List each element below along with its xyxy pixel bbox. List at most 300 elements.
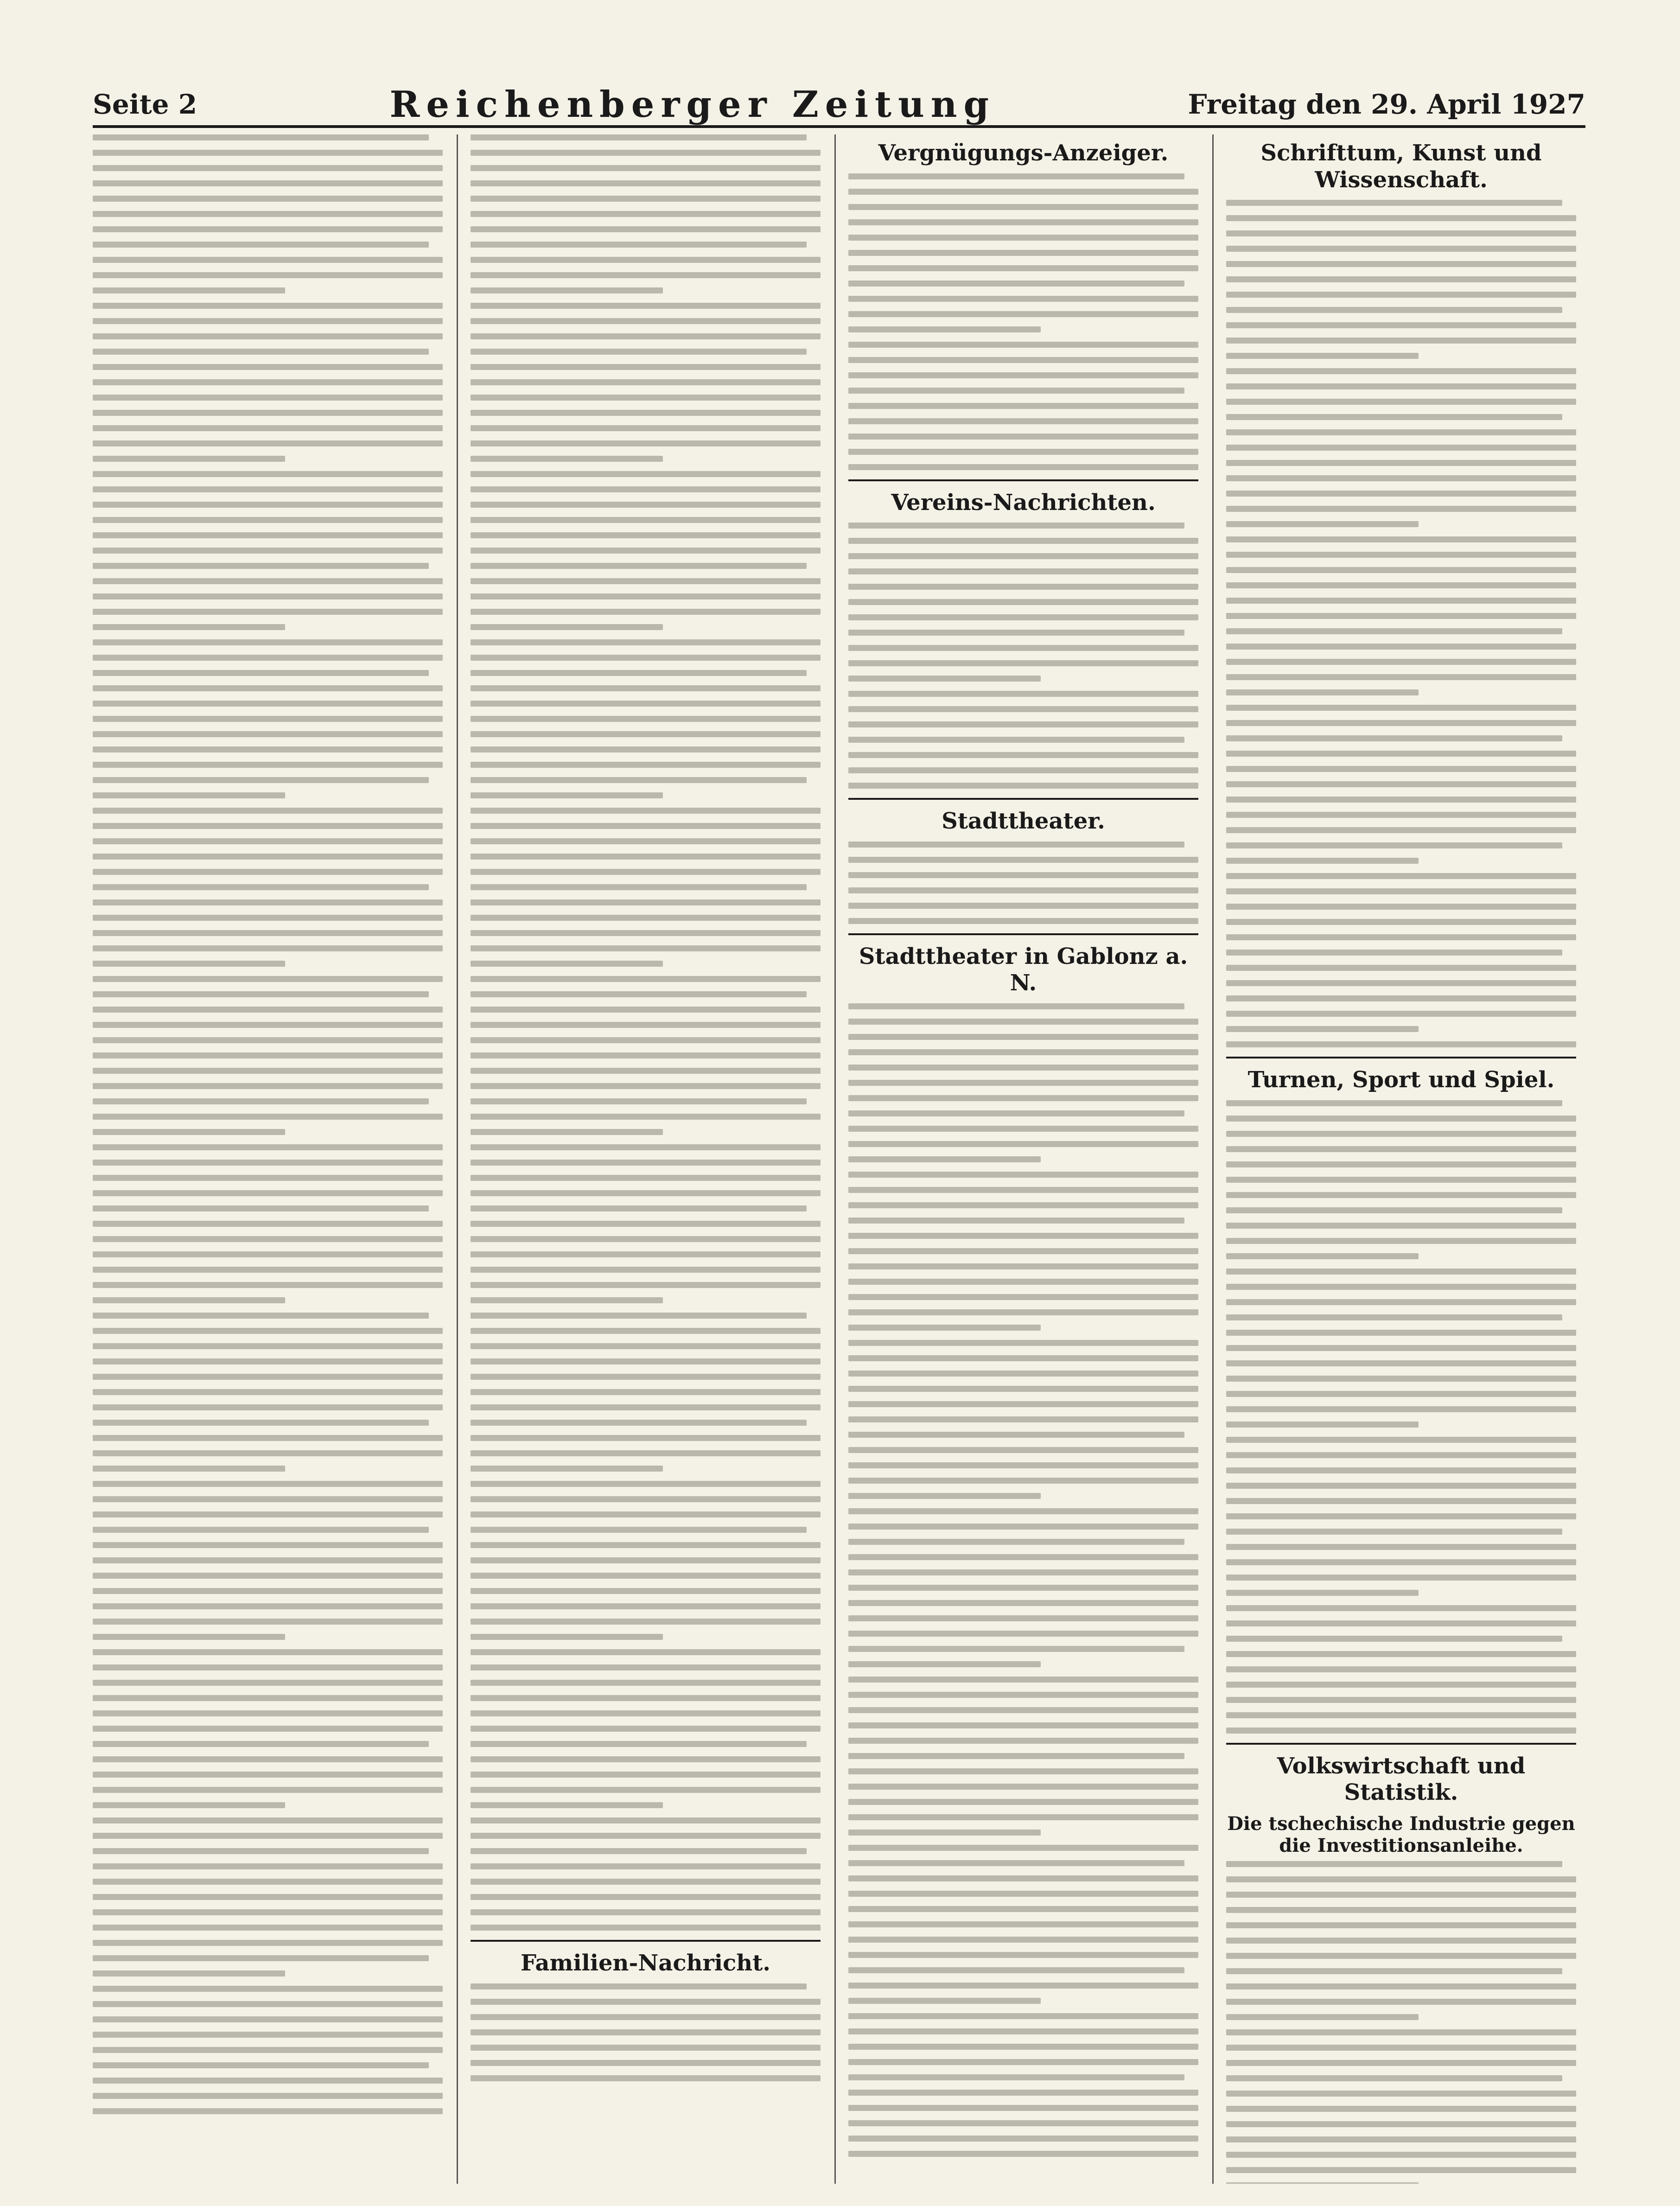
divider: [848, 933, 1198, 935]
text-line: [93, 1710, 443, 1716]
text-line: [93, 395, 443, 401]
text-line: [93, 823, 443, 829]
text-line: [471, 1863, 821, 1869]
text-line: [93, 915, 443, 921]
text-line: [93, 563, 429, 569]
text-line: [848, 1233, 1198, 1239]
text-line: [848, 1891, 1198, 1897]
text-line: [848, 1554, 1198, 1560]
text-line: [1226, 1284, 1576, 1290]
text-line: [93, 349, 429, 355]
text-line: [471, 1175, 821, 1181]
text-line: [1226, 965, 1576, 971]
text-line: [1226, 766, 1576, 772]
section-subheading-economy: Die tschechische Industrie gegen die Investitionsanleihe.: [1227, 1812, 1575, 1856]
text-line: [848, 326, 1041, 332]
text-line: [848, 706, 1198, 712]
text-line: [471, 808, 821, 814]
text-line: [848, 903, 1198, 909]
text-line: [93, 1466, 285, 1472]
text-line: [93, 1970, 285, 1976]
text-line: [471, 1894, 821, 1900]
text-line: [1226, 598, 1576, 604]
text-line: [93, 685, 443, 691]
text-line: [93, 1649, 443, 1655]
text-line: [93, 1098, 429, 1104]
text-line: [848, 265, 1198, 271]
column-4: [1226, 134, 1576, 2184]
text-line: [1226, 2045, 1576, 2051]
text-line: [1226, 735, 1562, 741]
text-line: [93, 731, 443, 737]
masthead: [93, 83, 1585, 128]
text-line: [1226, 1253, 1419, 1259]
text-line: [93, 2016, 443, 2022]
text-line: [1226, 1876, 1576, 1882]
text-line: [93, 303, 443, 309]
text-line: [848, 1034, 1198, 1040]
text-line: [93, 1420, 429, 1426]
text-line: [848, 1707, 1198, 1713]
text-line: [93, 165, 443, 171]
text-line: [471, 1328, 821, 1334]
text-line: [471, 701, 821, 707]
text-line: [1226, 1636, 1562, 1642]
text-line: [93, 701, 443, 707]
divider: [1226, 1743, 1576, 1745]
text-line: [848, 1524, 1198, 1530]
text-line: [1226, 781, 1576, 787]
text-line: [471, 1817, 821, 1823]
text-line: [471, 242, 807, 248]
text-line: [93, 1374, 443, 1380]
text-line: [1226, 1922, 1576, 1928]
text-line: [93, 1848, 429, 1854]
text-line: [1226, 644, 1576, 650]
text-line: [1226, 1999, 1576, 2005]
text-line: [1226, 261, 1576, 267]
text-line: [93, 578, 443, 584]
text-line: [1226, 1907, 1576, 1913]
section-heading-literature: Schrifttum, Kunst und Wissenschaft.: [1260, 140, 1542, 193]
article-text: [848, 523, 1198, 789]
text-line: [471, 1160, 821, 1166]
text-line: [471, 1313, 807, 1319]
text-line: [1226, 2106, 1576, 2112]
text-line: [471, 1037, 821, 1043]
text-line: [1226, 2075, 1562, 2081]
text-line: [1226, 307, 1562, 313]
text-line: [1226, 460, 1576, 466]
text-line: [93, 548, 443, 554]
text-line: [1226, 1131, 1576, 1137]
text-line: [471, 1144, 821, 1150]
text-line: [848, 204, 1198, 210]
text-line: [471, 1466, 663, 1472]
section-heading-sports: Turnen, Sport und Spiel.: [1247, 1067, 1555, 1093]
text-line: [93, 1052, 443, 1058]
text-line: [93, 1833, 443, 1839]
text-line: [93, 655, 443, 661]
text-line: [93, 1894, 443, 1900]
text-line: [848, 173, 1184, 179]
text-line: [471, 777, 807, 783]
text-line: [471, 440, 821, 446]
text-line: [848, 2120, 1198, 2126]
text-line: [1226, 1983, 1576, 1989]
text-line: [848, 1478, 1198, 1484]
text-line: [1226, 919, 1576, 925]
text-line: [471, 746, 821, 752]
text-line: [1226, 552, 1576, 558]
text-line: [93, 639, 443, 645]
text-line: [471, 548, 821, 554]
text-line: [93, 1175, 443, 1181]
text-line: [93, 211, 443, 217]
text-line: [93, 1909, 443, 1915]
text-line: [848, 645, 1198, 651]
text-line: [1226, 276, 1576, 282]
text-line: [93, 1634, 285, 1640]
text-line: [1226, 1026, 1419, 1032]
text-line: [1226, 1406, 1576, 1412]
text-line: [1226, 613, 1576, 619]
text-line: [471, 685, 821, 691]
text-line: [1226, 980, 1576, 986]
text-line: [848, 842, 1184, 848]
text-line: [1226, 1437, 1576, 1443]
text-line: [848, 1080, 1198, 1086]
text-line: [848, 296, 1198, 302]
text-line: [93, 257, 443, 263]
text-line: [848, 434, 1198, 440]
text-line: [471, 150, 821, 156]
text-line: [93, 1726, 443, 1732]
article-text: [1226, 1100, 1576, 1734]
text-line: [848, 614, 1198, 620]
text-line: [471, 1450, 821, 1456]
text-line: [848, 250, 1198, 256]
text-line: [1226, 1892, 1576, 1898]
text-line: [471, 1909, 821, 1915]
text-line: [93, 1741, 429, 1747]
column-rule: [1212, 134, 1214, 2184]
text-line: [93, 1986, 443, 1992]
text-line: [848, 1845, 1198, 1851]
text-line: [93, 1450, 443, 1456]
text-line: [93, 1802, 285, 1808]
text-line: [1226, 2121, 1576, 2127]
text-line: [93, 379, 443, 385]
text-line: [93, 1114, 443, 1120]
text-line: [848, 767, 1198, 773]
text-line: [471, 869, 821, 875]
text-line: [93, 1588, 443, 1594]
text-line: [1226, 827, 1576, 833]
text-line: [1226, 1452, 1576, 1458]
text-line: [471, 1297, 663, 1303]
text-line: [1226, 934, 1576, 940]
text-line: [93, 1083, 443, 1089]
text-line: [471, 333, 821, 339]
text-line: [93, 2093, 443, 2099]
text-line: [1226, 322, 1576, 328]
text-line: [1226, 873, 1576, 879]
text-line: [1226, 950, 1562, 956]
text-line: [1226, 1728, 1576, 1734]
text-line: [1226, 1376, 1576, 1382]
newspaper-title: Reichenberger Zeitung: [389, 83, 996, 126]
text-line: [1226, 674, 1576, 680]
text-line: [1226, 1360, 1576, 1366]
text-line: [848, 1600, 1198, 1606]
text-line: [1226, 521, 1419, 527]
divider: [1226, 1057, 1576, 1058]
text-line: [1226, 506, 1576, 512]
text-line: [93, 1863, 443, 1869]
text-line: [848, 737, 1184, 743]
text-line: [1226, 582, 1576, 588]
text-line: [848, 1830, 1041, 1836]
article-text: [471, 1983, 821, 2081]
text-line: [93, 1481, 443, 1487]
text-line: [1226, 2167, 1576, 2173]
text-line: [93, 2108, 443, 2114]
column-rule: [834, 134, 836, 2184]
text-line: [848, 1355, 1198, 1361]
section-heading-economy: Volkswirtschaft und Statistik.: [1277, 1753, 1526, 1806]
text-line: [471, 272, 821, 278]
text-line: [848, 403, 1198, 409]
text-line: [471, 961, 663, 967]
text-line: [1226, 536, 1576, 542]
text-line: [848, 1677, 1198, 1683]
text-line: [471, 899, 821, 905]
text-line: [471, 2045, 821, 2051]
text-line: [93, 1511, 443, 1517]
text-line: [1226, 445, 1576, 451]
text-line: [471, 1527, 807, 1533]
text-line: [471, 1435, 821, 1441]
text-line: [848, 2013, 1198, 2019]
text-line: [471, 1619, 821, 1625]
text-line: [93, 2062, 429, 2068]
text-line: [1226, 705, 1576, 711]
text-line: [848, 281, 1184, 287]
text-line: [471, 854, 821, 860]
text-line: [848, 1218, 1184, 1224]
text-line: [848, 1432, 1184, 1438]
text-line: [471, 915, 821, 921]
text-line: [471, 823, 821, 829]
text-line: [848, 1692, 1198, 1698]
text-line: [1226, 1651, 1576, 1657]
text-line: [848, 1126, 1198, 1132]
text-line: [848, 1615, 1198, 1621]
text-line: [471, 318, 821, 324]
text-line: [848, 2105, 1198, 2111]
text-line: [1226, 1100, 1562, 1106]
page-number: Seite 2: [93, 89, 197, 120]
text-line: [471, 1098, 807, 1104]
text-line: [1226, 383, 1576, 389]
text-line: [1226, 1559, 1576, 1565]
text-line: [1226, 858, 1419, 864]
text-line: [471, 1496, 821, 1502]
text-line: [848, 1279, 1198, 1285]
text-line: [93, 945, 443, 951]
text-line: [1226, 720, 1576, 726]
section-heading-family: Familien-Nachricht.: [520, 1950, 771, 1976]
text-line: [471, 1833, 821, 1839]
text-line: [93, 1879, 443, 1885]
text-line: [848, 1401, 1198, 1407]
text-line: [471, 1007, 821, 1013]
text-line: [848, 857, 1198, 863]
text-line: [93, 593, 443, 599]
text-line: [93, 318, 443, 324]
text-line: [471, 1267, 821, 1273]
text-line: [471, 1022, 821, 1028]
text-line: [1226, 1513, 1576, 1519]
text-line: [93, 425, 443, 431]
article-text: [848, 1003, 1198, 2157]
text-line: [848, 553, 1198, 559]
text-line: [471, 226, 821, 232]
divider: [848, 479, 1198, 481]
text-line: [1226, 1575, 1576, 1581]
article-text: [1226, 1861, 1576, 2184]
text-line: [471, 2075, 821, 2081]
text-line: [471, 180, 821, 186]
text-line: [1226, 751, 1576, 757]
text-line: [848, 1646, 1184, 1652]
text-line: [848, 660, 1198, 666]
text-line: [93, 869, 443, 875]
text-line: [1226, 1712, 1576, 1718]
text-line: [1226, 215, 1576, 221]
text-line: [471, 792, 663, 798]
section-heading-clubs: Vereins-Nachrichten.: [891, 489, 1156, 516]
text-line: [471, 1389, 821, 1395]
column-2: [471, 134, 821, 2184]
text-line: [471, 1420, 807, 1426]
text-line: [848, 676, 1041, 682]
text-line: [93, 1251, 443, 1257]
text-line: [848, 2090, 1198, 2096]
text-line: [471, 410, 821, 416]
text-line: [471, 1205, 807, 1211]
text-line: [848, 1738, 1198, 1744]
text-line: [1226, 338, 1576, 344]
text-line: [1226, 1041, 1576, 1047]
text-line: [1226, 399, 1576, 405]
text-line: [1226, 429, 1576, 435]
text-line: [471, 2029, 821, 2035]
text-line: [471, 1634, 663, 1640]
text-line: [471, 1649, 821, 1655]
text-line: [93, 2078, 443, 2084]
text-line: [848, 918, 1198, 924]
text-line: [471, 1695, 821, 1701]
text-line: [93, 716, 443, 722]
text-line: [93, 1236, 443, 1242]
text-line: [848, 1753, 1184, 1759]
text-line: [848, 1065, 1198, 1071]
article-text: [93, 134, 443, 2114]
text-line: [1226, 1146, 1576, 1152]
text-line: [1226, 628, 1562, 634]
divider: [471, 1940, 821, 1942]
text-line: [1226, 491, 1576, 497]
text-line: [93, 1328, 443, 1334]
text-line: [93, 930, 443, 936]
text-line: [848, 1049, 1198, 1055]
text-line: [848, 1095, 1198, 1101]
text-line: [93, 1221, 443, 1227]
text-line: [93, 1680, 443, 1686]
column-1: [93, 134, 443, 2184]
text-line: [93, 1313, 429, 1319]
text-line: [93, 272, 443, 278]
text-line: [848, 372, 1198, 378]
text-line: [1226, 888, 1576, 894]
text-line: [93, 838, 443, 844]
text-line: [93, 1557, 443, 1563]
text-line: [93, 1022, 443, 1028]
text-line: [471, 1542, 821, 1548]
text-line: [848, 1814, 1198, 1820]
text-line: [93, 1389, 443, 1395]
text-line: [848, 1156, 1041, 1162]
text-line: [1226, 1620, 1576, 1626]
text-line: [93, 1817, 443, 1823]
text-line: [848, 235, 1198, 241]
text-line: [93, 746, 443, 752]
text-line: [471, 349, 807, 355]
text-line: [1226, 2060, 1576, 2066]
text-line: [471, 1083, 821, 1089]
section-heading-city-theatre: Stadttheater.: [942, 808, 1105, 835]
text-line: [848, 342, 1198, 348]
text-line: [848, 1539, 1184, 1545]
text-line: [848, 1661, 1041, 1667]
text-line: [93, 2001, 443, 2007]
text-line: [848, 1187, 1198, 1193]
text-line: [471, 196, 821, 202]
text-line: [848, 1141, 1198, 1147]
text-line: [848, 2059, 1198, 2065]
text-line: [848, 388, 1184, 394]
text-line: [93, 2047, 443, 2053]
article-text: [471, 134, 821, 1931]
text-line: [1226, 812, 1576, 818]
text-line: [471, 257, 821, 263]
text-line: [471, 287, 663, 293]
text-line: [471, 1251, 821, 1257]
text-line: [93, 854, 443, 860]
text-line: [1226, 1161, 1576, 1167]
text-line: [1226, 1345, 1576, 1351]
text-line: [848, 1019, 1198, 1025]
text-line: [471, 1999, 821, 2005]
text-line: [848, 1860, 1184, 1866]
text-line: [471, 670, 807, 676]
text-line: [848, 1110, 1184, 1116]
text-line: [848, 1983, 1198, 1989]
text-line: [848, 1906, 1198, 1912]
text-line: [471, 486, 821, 492]
